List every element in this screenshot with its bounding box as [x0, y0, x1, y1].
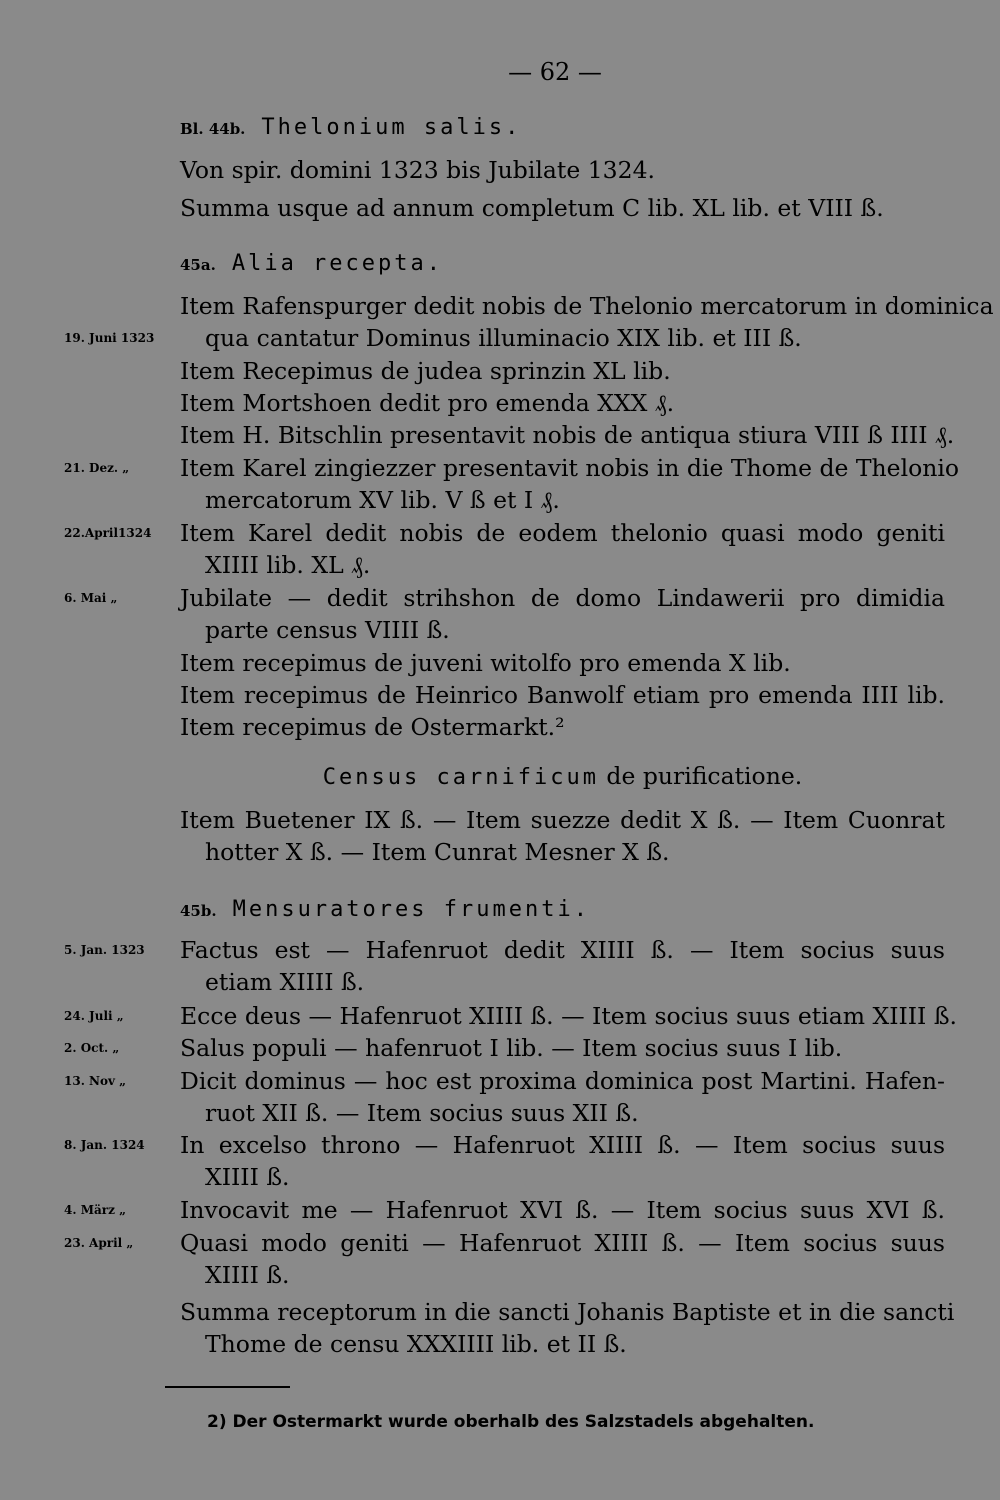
- margin-date: 6. Mai „: [64, 591, 118, 605]
- folio-reference: 45a.: [180, 256, 216, 274]
- margin-date: 21. Dez. „: [64, 461, 130, 475]
- census-heading: [180, 762, 945, 792]
- text-line: Factus est — Hafenruot dedit XIIII ß. — Item socius suus: [180, 936, 945, 964]
- text-line: Item recepimus de Ostermarkt.²: [180, 713, 565, 741]
- section-title: Thelonium salis.: [261, 115, 522, 140]
- text-line: etiam XIIII ß.: [205, 968, 365, 996]
- text-line: Dicit dominus — hoc est proxima dominica post Martini. Hafen-: [180, 1067, 945, 1095]
- text-line: Item Karel zingiezzer presentavit nobis in die Thome de Thelonio: [180, 454, 960, 482]
- section-heading-mensuratores: [180, 894, 945, 925]
- text-line: In excelso throno — Hafenruot XIIII ß. — Item socius suus: [180, 1131, 945, 1159]
- text-line: Item Buetener IX ß. — Item suezze dedit X ß. — Item Cuonrat: [180, 806, 945, 834]
- section-title: Alia recepta.: [231, 251, 444, 276]
- text-line: qua cantatur Dominus illuminacio XIX lib. et III ß.: [205, 324, 802, 352]
- margin-date: 8. Jan. 1324: [64, 1138, 145, 1152]
- margin-date: 24. Juli „: [64, 1009, 124, 1023]
- text-line: XIIII ß.: [205, 1261, 290, 1289]
- text-line: Salus populi — hafenruot I lib. — Item socius suus I lib.: [180, 1034, 843, 1062]
- footnote-rule: [165, 1386, 290, 1388]
- text-line: Summa usque ad annum completum C lib. XL lib. et VIII ß.: [180, 194, 884, 222]
- page-number: — 62 —: [508, 58, 602, 86]
- text-line: parte census VIIII ß.: [205, 616, 450, 644]
- margin-date: 5. Jan. 1323: [64, 943, 145, 957]
- text-line: Item Rafenspurger dedit nobis de Thelonio mercatorum in dominica: [180, 292, 994, 320]
- text-line: Item recepimus de juveni witolfo pro emenda X lib.: [180, 649, 791, 677]
- margin-date: 23. April „: [64, 1236, 134, 1250]
- text-line: Item H. Bitschlin presentavit nobis de antiqua stiura VIII ß IIII ₰.: [180, 421, 955, 449]
- text-line: Thome de censu XXXIIII lib. et II ß.: [205, 1330, 627, 1358]
- text-line: Von spir. domini 1323 bis Jubilate 1324.: [180, 156, 655, 184]
- text-line: Item Mortshoen dedit pro emenda XXX ₰.: [180, 389, 675, 417]
- census-title-rest: de purificatione.: [598, 762, 803, 790]
- text-line: Summa receptorum in die sancti Johanis Baptiste et in die sancti: [180, 1298, 955, 1326]
- text-line: Quasi modo geniti — Hafenruot XIIII ß. — Item socius suus: [180, 1229, 945, 1257]
- text-line: hotter X ß. — Item Cunrat Mesner X ß.: [205, 838, 670, 866]
- margin-date: 4. März „: [64, 1203, 126, 1217]
- text-line: Invocavit me — Hafenruot XVI ß. — Item socius suus XVI ß.: [180, 1196, 945, 1224]
- text-line: Item recepimus de Heinrico Banwolf etiam pro emenda IIII lib.: [180, 681, 945, 709]
- text-line: XIIII ß.: [205, 1163, 290, 1191]
- folio-reference: 45b.: [180, 902, 217, 920]
- margin-date: 2. Oct. „: [64, 1041, 120, 1055]
- text-line: XIIII lib. XL ₰.: [205, 551, 371, 579]
- section-heading-thelonium: [180, 112, 945, 143]
- margin-date: 22.April1324: [64, 526, 152, 540]
- footnote: 2) Der Ostermarkt wurde oberhalb des Salzstadels abgehalten.: [207, 1412, 815, 1432]
- section-title: Mensuratores frumenti.: [232, 897, 590, 922]
- text-line: ruot XII ß. — Item socius suus XII ß.: [205, 1099, 639, 1127]
- text-line: Item Karel dedit nobis de eodem thelonio quasi modo geniti: [180, 519, 945, 547]
- census-title-spaced: Census carnificum: [322, 765, 599, 790]
- text-line: Jubilate — dedit strihshon de domo Lindawerii pro dimidia: [180, 584, 945, 612]
- section-heading-alia-recepta: [180, 248, 945, 279]
- margin-date: 13. Nov „: [64, 1074, 127, 1088]
- text-line: Ecce deus — Hafenruot XIIII ß. — Item socius suus etiam XIIII ß.: [180, 1002, 957, 1030]
- folio-reference: Bl. 44b.: [180, 120, 246, 138]
- text-line: Item Recepimus de judea sprinzin XL lib.: [180, 357, 671, 385]
- text-line: mercatorum XV lib. V ß et I ₰.: [205, 486, 560, 514]
- margin-date: 19. Juni 1323: [64, 331, 155, 345]
